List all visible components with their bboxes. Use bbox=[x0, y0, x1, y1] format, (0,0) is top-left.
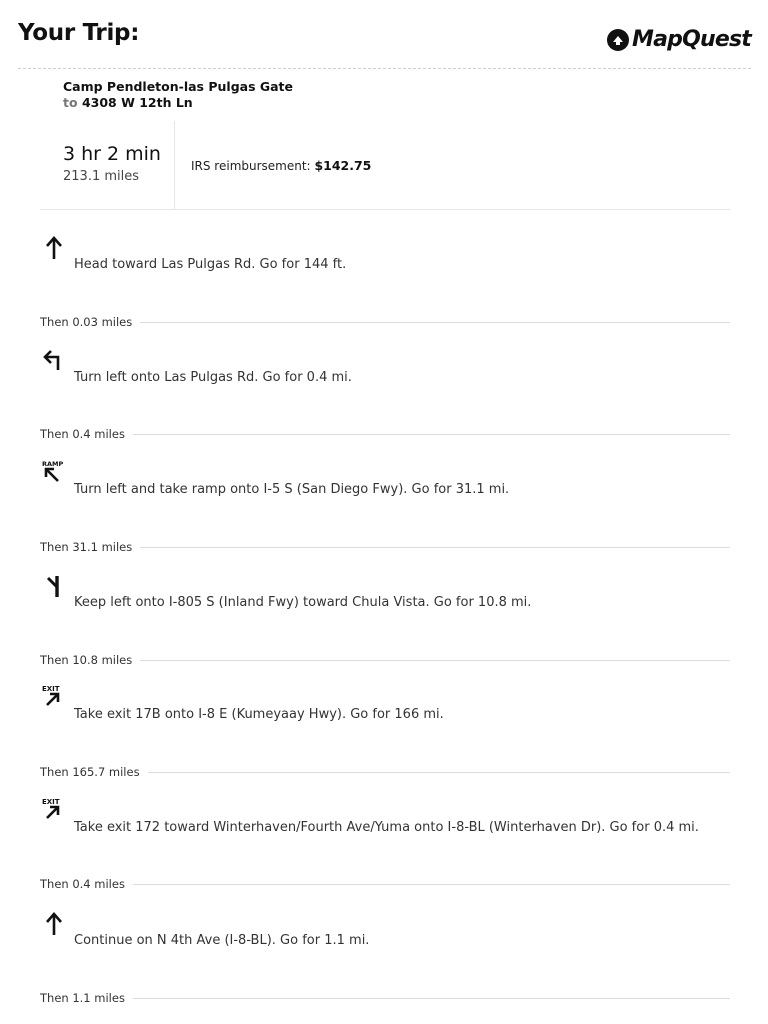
direction-step bbox=[40, 573, 730, 633]
arrow-up-icon bbox=[40, 911, 68, 945]
then-distance bbox=[40, 877, 730, 891]
route-destination-line bbox=[63, 95, 293, 111]
divider bbox=[40, 434, 730, 435]
direction-text: Turn left and take ramp onto I-5 S (San Diego Fwy). Go for 31.1 mi. bbox=[74, 482, 510, 497]
direction-step bbox=[40, 460, 730, 520]
mapquest-logo-icon bbox=[607, 29, 629, 51]
exit-right-icon bbox=[40, 685, 68, 719]
then-label: Then 1.1 miles bbox=[40, 991, 133, 1005]
divider bbox=[40, 998, 730, 999]
route-summary bbox=[63, 79, 293, 111]
exit-right-icon bbox=[40, 798, 68, 832]
then-distance bbox=[40, 540, 730, 554]
then-label: Then 165.7 miles bbox=[40, 765, 148, 779]
trip-duration: 3 hr 2 min bbox=[63, 143, 161, 165]
direction-step bbox=[40, 911, 730, 971]
direction-text: Turn left onto Las Pulgas Rd. Go for 0.4 mi. bbox=[74, 370, 352, 385]
direction-step bbox=[40, 348, 730, 408]
direction-step bbox=[40, 235, 730, 295]
irs-label: IRS reimbursement: bbox=[191, 159, 311, 173]
then-label: Then 10.8 miles bbox=[40, 653, 140, 667]
irs-reimbursement bbox=[191, 158, 371, 173]
then-label: Then 0.4 miles bbox=[40, 427, 133, 441]
then-label: Then 31.1 miles bbox=[40, 540, 140, 554]
direction-text: Take exit 172 toward Winterhaven/Fourth Ave/Yuma onto I-8-BL (Winterhaven Dr). Go for 0.4 mi. bbox=[74, 820, 699, 835]
page-title: Your Trip: bbox=[18, 20, 140, 46]
ramp-icon-label: RAMP bbox=[42, 460, 64, 468]
time-distance-box bbox=[40, 121, 175, 209]
direction-step bbox=[40, 798, 730, 858]
route-origin: Camp Pendleton-las Pulgas Gate bbox=[63, 79, 294, 94]
then-distance bbox=[40, 991, 730, 1005]
turn-left-icon bbox=[40, 348, 68, 382]
route-to-word: to bbox=[63, 95, 78, 110]
divider bbox=[40, 547, 730, 548]
then-distance bbox=[40, 653, 730, 667]
arrow-up-icon bbox=[40, 235, 68, 269]
then-distance bbox=[40, 765, 730, 779]
then-distance bbox=[40, 315, 730, 329]
route-destination: 4308 W 12th Ln bbox=[81, 95, 193, 110]
trip-header bbox=[18, 0, 751, 69]
then-distance bbox=[40, 427, 730, 441]
direction-text: Continue on N 4th Ave (I-8-BL). Go for 1.1 mi. bbox=[74, 933, 370, 948]
then-label: Then 0.03 miles bbox=[40, 315, 140, 329]
irs-value: $142.75 bbox=[314, 158, 372, 173]
exit-icon-label: EXIT bbox=[42, 798, 60, 806]
exit-icon-label: EXIT bbox=[42, 685, 60, 693]
divider bbox=[40, 660, 730, 661]
trip-distance: 213.1 miles bbox=[63, 169, 140, 184]
keep-left-icon bbox=[40, 573, 68, 607]
direction-text: Take exit 17B onto I-8 E (Kumeyaay Hwy). Go for 166 mi. bbox=[74, 707, 444, 722]
brand-name: MapQuest bbox=[632, 27, 751, 52]
mapquest-logo bbox=[607, 27, 751, 52]
direction-text: Keep left onto I-805 S (Inland Fwy) toward Chula Vista. Go for 10.8 mi. bbox=[74, 595, 532, 610]
direction-text: Head toward Las Pulgas Rd. Go for 144 ft. bbox=[74, 257, 347, 272]
divider bbox=[40, 322, 730, 323]
then-label: Then 0.4 miles bbox=[40, 877, 133, 891]
direction-step bbox=[40, 685, 730, 745]
trip-summary bbox=[40, 121, 730, 210]
ramp-left-icon bbox=[40, 460, 68, 494]
divider bbox=[40, 884, 730, 885]
